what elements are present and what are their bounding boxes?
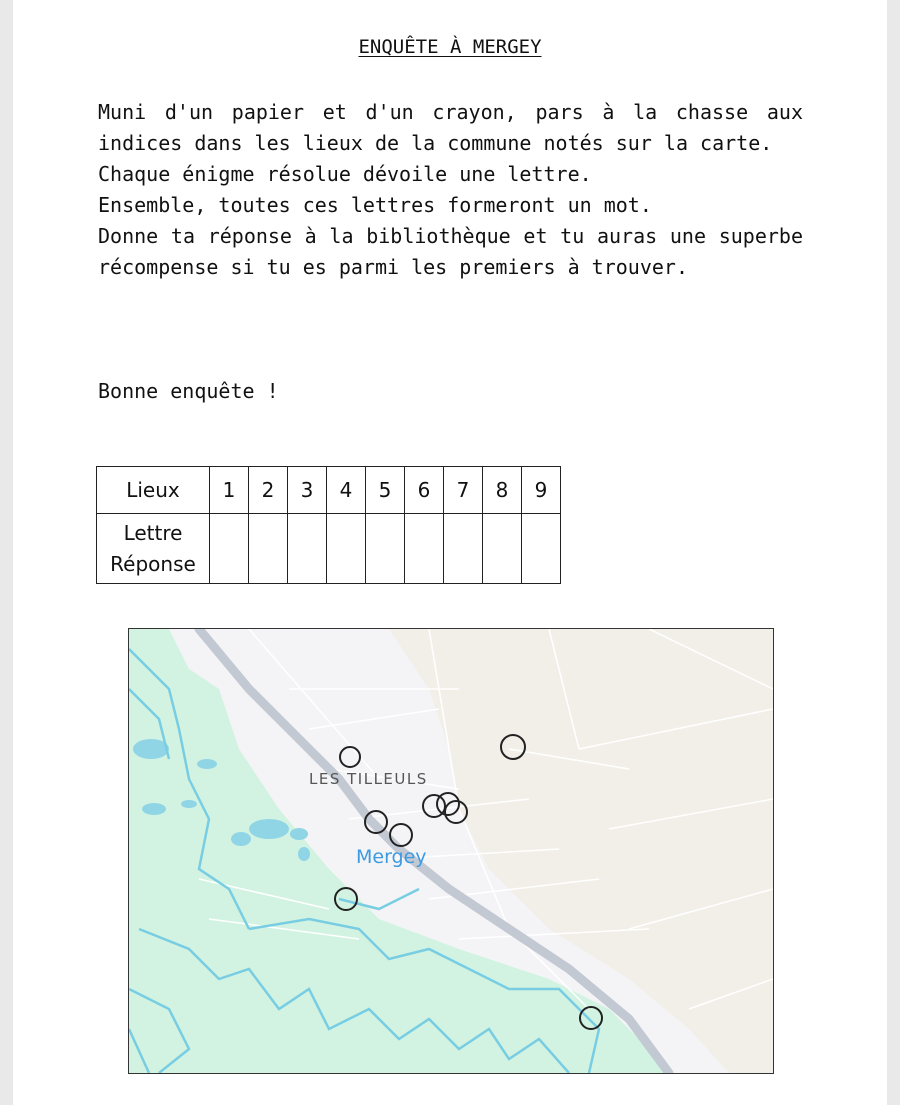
village-map (128, 628, 774, 1074)
answer-cell-5[interactable] (366, 514, 405, 584)
place-number-1: 1 (210, 467, 249, 514)
table-header-row (97, 467, 561, 514)
answer-row-header (97, 514, 210, 584)
instructions-text (98, 97, 803, 283)
instruction-paragraph: Donne ta réponse à la bibliothèque et tu auras une superbe récompense si tu es parmi les premiers à trouver. (98, 224, 803, 279)
answer-cell-2[interactable] (249, 514, 288, 584)
answer-table (96, 466, 561, 584)
answer-cell-6[interactable] (405, 514, 444, 584)
map-town-label: Mergey (356, 846, 427, 868)
instruction-paragraph: Ensemble, toutes ces lettres formeront un mot. (98, 193, 652, 217)
answer-cell-9[interactable] (522, 514, 561, 584)
answer-cell-7[interactable] (444, 514, 483, 584)
place-number-4: 4 (327, 467, 366, 514)
place-number-3: 3 (288, 467, 327, 514)
place-number-2: 2 (249, 467, 288, 514)
place-number-8: 8 (483, 467, 522, 514)
page-title: ENQUÊTE À MERGEY (358, 36, 542, 58)
place-number-6: 6 (405, 467, 444, 514)
instruction-paragraph: Muni d'un papier et d'un crayon, pars à la chasse aux indices dans les lieux de la commune notés sur la carte. (98, 100, 803, 155)
answer-cell-8[interactable] (483, 514, 522, 584)
answer-cell-4[interactable] (327, 514, 366, 584)
map-graphic (129, 629, 773, 1073)
map-district-label: LES TILLEULS (309, 770, 428, 788)
places-header: Lieux (97, 467, 210, 514)
answer-label-line1: Lettre (123, 520, 183, 545)
answer-cell-1[interactable] (210, 514, 249, 584)
closing-text: Bonne enquête ! (98, 379, 279, 403)
answer-cell-3[interactable] (288, 514, 327, 584)
table-answer-row (97, 514, 561, 584)
place-number-5: 5 (366, 467, 405, 514)
place-number-9: 9 (522, 467, 561, 514)
answer-label-line2: Réponse (110, 551, 196, 576)
instruction-paragraph: Chaque énigme résolue dévoile une lettre. (98, 162, 592, 186)
document-page (13, 0, 887, 1105)
place-number-7: 7 (444, 467, 483, 514)
